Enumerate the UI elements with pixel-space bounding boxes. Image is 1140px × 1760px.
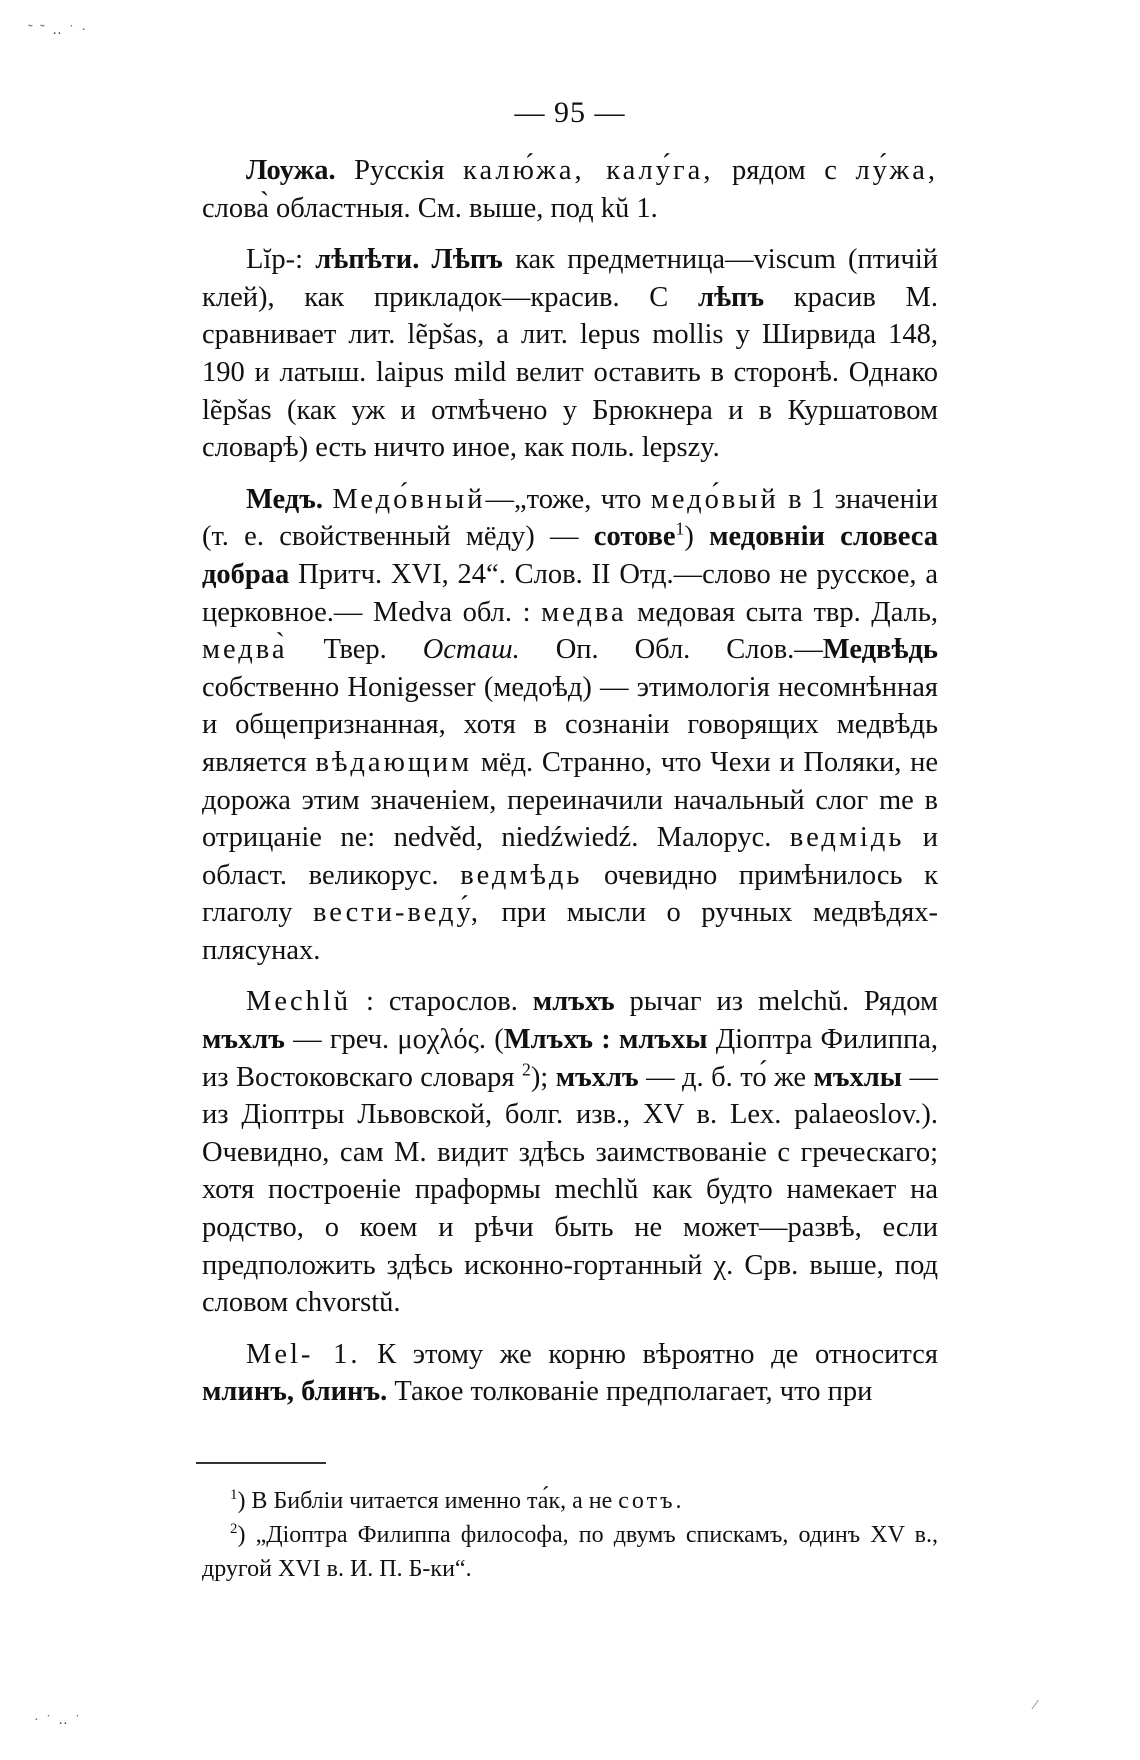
text-run: собственно Honigesser (медоѣд) — этимологія несомнѣнная и общепризнанная, хотя в сознаніи говорящих медвѣдь является [202,671,938,778]
footnote-marker: 2 [521,1059,531,1080]
text-run: медовая сыта твр. Даль, [626,596,938,628]
entry-mel-1 [202,1336,938,1411]
text-run: Русскія [335,155,464,186]
headword: млинъ, блинъ. [202,1376,388,1408]
footnote-marker: 1 [675,518,685,539]
spaced-word: ведмѣдь [460,859,583,891]
page-number: — 95 — [514,96,626,129]
spaced-word: Mechlŭ [246,986,352,1018]
headword: млъхъ [532,986,615,1018]
spaced-word: медо́вый [650,483,779,515]
footnote-marker: 2 [230,1521,238,1538]
text-run: при мысли о ручных медвѣдях-плясунах. [202,897,938,966]
spaced-word: сотъ. [618,1488,685,1514]
corner-speck: ⁄ [1034,1698,1039,1713]
text-run: Притч. XVI, 24“. Слов. II Отд.—слово не русское, а церковное.— Medva обл. : [202,558,938,628]
corner-speck: ˜ ˜ ‥ ˙ · [28,23,88,38]
text-run: ) [684,521,710,553]
text-run: ); [530,1061,556,1093]
headword: лѣпѣти. Лѣпъ [315,244,503,276]
text-run: мёд. Странно, что Чехи и Поляки, не дорожа этим значеніем, переиначили начальный слог me в отрицаніе ne: nedvěd, niedźwiedź. Малорус. [202,746,938,854]
text-run: —„тоже, что [485,483,651,515]
spaced-word: вѣдающим [315,746,473,778]
text-run: Діоптра Филиппа, из Востоковскаго словаря [202,1024,938,1093]
headword: Лоужа. [246,155,336,186]
footnote-divider [196,1462,326,1464]
entry-mechlu [202,983,938,1321]
spaced-word: Медо́вный [332,483,486,515]
text-run: Такое толкованіе предполагает, что при [387,1376,873,1408]
entry-med [202,481,938,970]
footnotes [202,1484,938,1586]
footnote-1 [202,1484,938,1518]
headword: медовніи словеса добраа [202,521,938,590]
headword: мъхлъ [555,1061,639,1093]
headword: Медъ. [246,483,323,515]
text-run: и област. великорус. [202,822,938,891]
spaced-word: вести-веду́, [312,897,482,929]
text-run: рычаг из melchŭ. Рядом [614,986,938,1018]
text-run: ) „Діоптра Филиппа философа, по двумъ спискамъ, одинъ XV в., другой XVI в. И. П. Б-ки“. [202,1522,938,1582]
spaced-word: ведмідь [789,822,905,854]
spaced-word: калю́жа, калу́га, [463,155,714,186]
text-run: слова̀ областныя. См. выше, под kŭ 1. [202,192,658,224]
corner-speck: · ˙ ‥ ˙ [34,1713,82,1728]
headword: Млъхъ : млъхы [503,1024,708,1056]
headword: Медвѣдь [822,634,938,666]
text-run: Оп. Обл. Слов.— [519,634,823,666]
text-run: — из Діоптры Львовской, болг. изв., XV в. Lex. palaeoslov.). Очевидно, сам М. видит здѣсь заимствованіе с греческаго; хотя построеніе праформы mechlŭ как будто намекает на родство, о коем и рѣчи быть не может—развѣ, если предположить здѣсь исконно-гортанный χ. Срв. выше, под словом chvorstŭ. [202,1061,939,1319]
entry-lip [202,241,938,467]
text-run [323,484,332,515]
italic-abbrev: Осташ. [422,634,520,666]
text-run: Lĭp-: [246,244,316,276]
text-run: — греч. μοχλός. ( [284,1024,504,1056]
headword: мъхлъ [202,1024,285,1056]
text-run: как предметница—viscum (птичій клей), как прикладок—красив. С [202,244,938,313]
headword: сотове [593,521,676,553]
footnote-2 [202,1518,938,1586]
entry-louzha [202,152,938,227]
text-run: Твер. [287,634,423,666]
text-run: рядом с [713,155,856,186]
headword: лѣпъ [697,281,765,313]
spaced-word: Mel- 1. [246,1338,361,1370]
text-run: красив М. сравнивает лит. lẽpšas, а лит. lepus mollis у Ширвида 148, 190 и латыш. laipus mild велит оставить в сторонѣ. Однако lẽpšas (как уж и отмѣчено у Брюкнера и в Куршатовом словарѣ) есть ничто иное, как поль. lepszy. [202,281,938,464]
text-run: : старослов. [351,986,533,1018]
text-run: в 1 значеніи (т. е. свойственный мёду) — [202,483,938,553]
spaced-word: лу́жа, [855,155,938,186]
text-run: очевидно примѣнилось к глаголу [202,859,938,929]
headword: мъхлы [813,1061,903,1093]
main-text [202,152,938,1425]
text-run: — д. б. то́ же [638,1061,814,1093]
spaced-word: медва̀ [202,634,288,666]
text-run: ) В Библіи читается именно та́к, а не [237,1488,619,1514]
footnote-marker: 1 [230,1487,238,1504]
spaced-word: медва [541,596,627,628]
text-run: К этому же корню вѣроятно де относится [360,1338,938,1370]
